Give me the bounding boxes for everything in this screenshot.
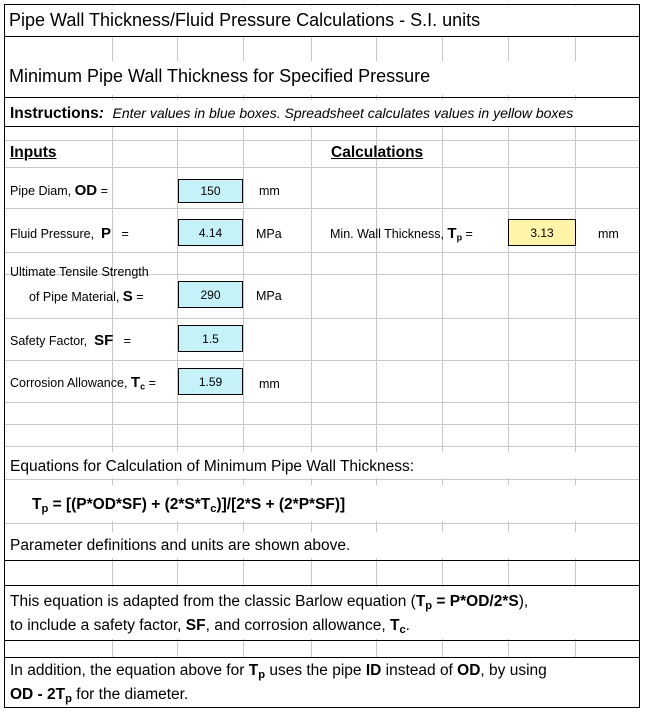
- page-title: Pipe Wall Thickness/Fluid Pressure Calculations - S.I. units: [9, 10, 481, 30]
- pressure-label: Fluid Pressure, P =: [10, 225, 129, 242]
- min-wall-thickness-unit: mm: [598, 227, 619, 241]
- od-label: Pipe Diam, OD =: [10, 182, 108, 199]
- spreadsheet: [4, 4, 640, 708]
- tensile-strength-label-line2: of Pipe Material, S =: [29, 288, 144, 305]
- pressure-input[interactable]: 4.14: [178, 219, 243, 246]
- instructions-label: Instructions: [10, 105, 99, 122]
- barlow-line-2: to include a safety factor, SF, and corrosion allowance, $T_c$.: [10, 617, 410, 636]
- page-subtitle: Minimum Pipe Wall Thickness for Specified Pressure: [9, 66, 431, 86]
- corrosion-allowance-unit: mm: [259, 377, 280, 391]
- instructions-text: Enter values in blue boxes. Spreadsheet calculates values in yellow boxes: [112, 105, 574, 121]
- parameter-note: Parameter definitions and units are shown above.: [10, 537, 351, 554]
- pressure-unit: MPa: [256, 227, 282, 241]
- tensile-strength-label-line1: Ultimate Tensile Strength: [10, 265, 149, 279]
- equations-heading: Equations for Calculation of Minimum Pipe Wall Thickness:: [10, 458, 415, 475]
- addition-line-1: In addition, the equation above for $T_p$ uses the pipe ID instead of OD, by using: [10, 662, 547, 681]
- od-input[interactable]: 150: [178, 179, 243, 203]
- min-wall-thickness-output: 3.13: [508, 219, 576, 246]
- min-wall-thickness-label: Min. Wall Thickness, $T_p$ =: [330, 225, 473, 243]
- inputs-heading: Inputs: [10, 144, 57, 161]
- calculations-heading: Calculations: [331, 144, 424, 161]
- od-unit: mm: [259, 184, 280, 198]
- corrosion-allowance-input[interactable]: 1.59: [178, 368, 243, 395]
- safety-factor-label: Safety Factor, SF =: [10, 332, 131, 349]
- corrosion-allowance-label: Corrosion Allowance, $T_c$ =: [10, 374, 156, 392]
- instructions-row: Instructions: Enter values in blue boxes. Spreadsheet calculates values in yellow boxes: [10, 105, 574, 122]
- tensile-strength-unit: MPa: [256, 289, 282, 303]
- barlow-line-1: This equation is adapted from the classic Barlow equation $(T_p = P*OD/2*S)$,: [10, 593, 529, 612]
- safety-factor-input[interactable]: 1.5: [178, 325, 243, 352]
- addition-line-2: OD - $2T_p$ for the diameter.: [10, 686, 189, 705]
- tensile-strength-input[interactable]: 290: [178, 281, 243, 308]
- equation-formula: $T_p = [(P*OD*SF) + (2*S*T_c)]/[2*S + (2*P*SF)]$: [32, 496, 346, 515]
